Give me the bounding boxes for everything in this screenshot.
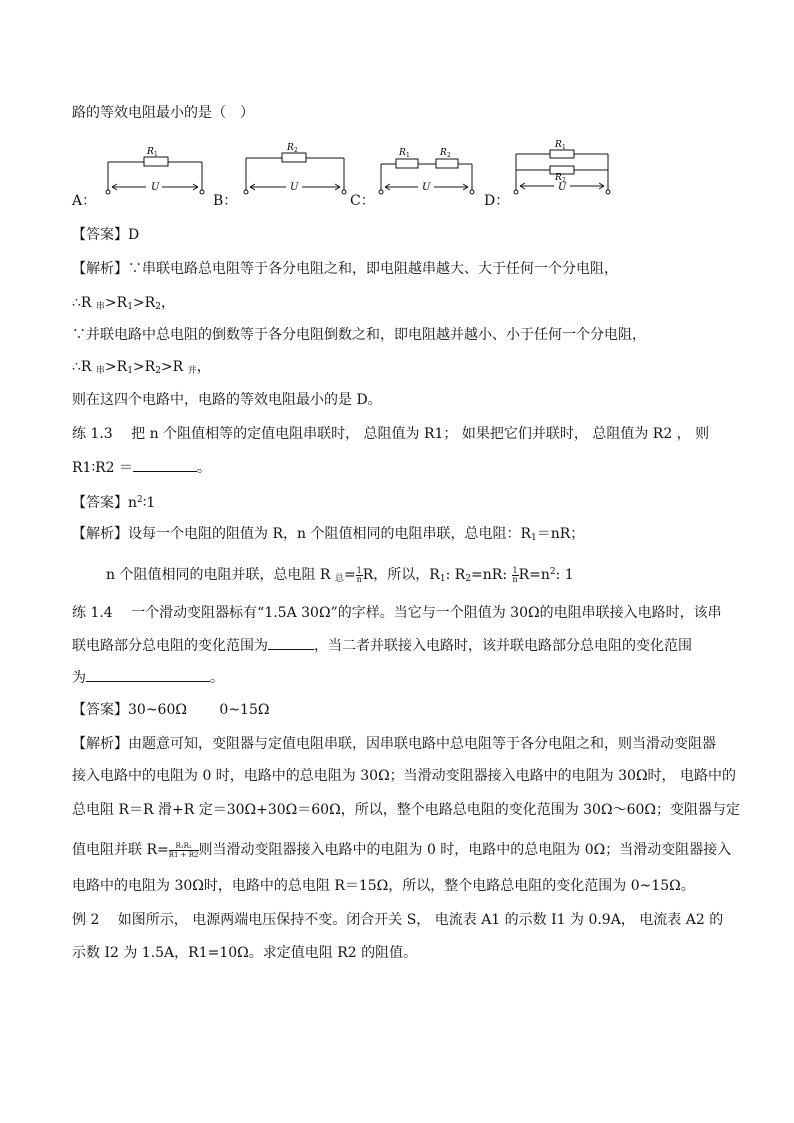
q1-analysis-4: ∴R $_串>R_1>R_2>R$ $_并$， [72,359,211,376]
analysis-label: 【解析】 [72,736,128,752]
analysis-text: ∵串联电路总电阻等于各分电阻之和，即电阻越串越大、大于任何一个分电阻， [128,261,618,277]
ex2-line2: 示数 I2 为 1.5A，R1=10Ω。求定值电阻 R2 的阻值。 [72,945,418,961]
q1-analysis-1 [72,259,618,279]
circuit-c [376,142,478,200]
ex14-analysis-2: 接入电路中的电阻为 0 时，电路中的总电阻为 30Ω；当滑动变阻器接入电路中的电阻为 30Ω时， 电路中的 [72,768,736,784]
ex13-analysis-1: 【解析】设每一个电阻的阻值为 R，n 个阻值相同的电阻串联，总电阻：$R_1=nR$； [72,526,585,543]
ex14-analysis-1: 【解析】由题意可知，变阻器与定值电阻串联，因串联电路中总电阻等于各分电阻之和，则当滑动变阻器 [72,736,716,752]
resistor-r2 [436,159,458,168]
ex13-line2: R1∶R2 ＝ 。 [72,457,211,478]
option-b-label: B： [213,193,238,209]
circuit-d [512,136,612,200]
analysis-label: 【解析】 [72,261,128,277]
r2-sub: 2 [562,177,566,184]
option-a-label: A： [72,193,97,209]
question-intro: 路的等效电阻最小的是（ ） [72,105,254,121]
voltage-label: U [151,182,160,193]
circuit-a [100,140,210,200]
r1-label: R [147,147,154,157]
r2-label: R [440,148,447,158]
ex14-line2: 联电路部分总电阻的变化范围为 ，当二者并联接入电路时，该并联电路部分总电阻的变化范围 [72,635,692,656]
answer-blank [133,457,197,472]
r2-sub: 2 [294,147,298,154]
resistor-r1 [396,159,418,168]
r1-label: R [399,148,406,158]
resistor-r1 [550,150,574,158]
ex14-analysis-3: 总电阻 R＝R 滑+R 定＝30Ω+30Ω＝60Ω，所以，整个电路总电阻的变化范围为 30Ω～60Ω；变阻器与定 [72,802,740,818]
ex14-line3: 为 。 [72,667,224,688]
r1-sub: 1 [406,152,410,159]
r2-label: R [555,173,562,183]
resistor-r1 [144,157,168,166]
fraction: $\frac{1}{n}$ [356,565,362,584]
q1-analysis-2: ∴R $_串>R_1>R_2$， [72,295,175,312]
ex13-answer: 【答案】$n^2∶1$ [72,495,156,511]
option-c-label: C： [350,193,375,209]
circuit-b [240,138,350,200]
answer-blank [86,667,210,682]
r2-sub: 2 [447,152,451,159]
q1-conclusion: 则在这四个电路中，电路的等效电阻最小的是 D。 [72,392,382,408]
q1-analysis-3: ∵并联电路中总电阻的倒数等于各分电阻倒数之和，即电阻越并越小、小于任何一个分电阻， [72,327,646,343]
option-d-label: D： [484,193,510,209]
ex14-analysis-4: 值电阻并联 R= $\frac{\text{R₁R₂}}{R1 + R2}$ 则当滑动变阻器接入电路中的电阻为 0 时，电路中的总电阻为 0Ω；当滑动变阻器接入 [72,841,732,859]
ex13-line1: 练 1.3 把 n 个阻值相等的定值电阻串联时， 总阻值为 R1； 如果把它们并联时， 总阻值为 R2 ， 则 [72,426,710,442]
ex14-analysis-5: 电路中的电阻为 30Ω时，电路中的总电阻 R＝15Ω，所以，整个电路总电阻的变化范围为 0~15Ω。 [72,878,695,894]
voltage-label: U [558,182,567,193]
r1-sub: 1 [562,144,566,151]
resistor-r2 [282,153,306,162]
ex14-answer: 【答案】30~60Ω 0~15Ω [72,702,270,718]
voltage-label: U [290,182,299,193]
fraction: $\frac{\text{R₁R₂}}{R1 + R2}$ [168,841,199,859]
r2-label: R [287,143,294,153]
answer-blank [268,635,314,650]
ex13-analysis-2: n 个阻值相同的电阻并联，总电阻 R $_总$= $\frac{1}{n}$ R，所以，$R_1$: $R_2=nR$: $\frac{1}{n}$ $R=n^2$: 1 [106,565,574,584]
q1-answer: 【答案】D [72,227,140,243]
ex14-line1: 练 1.4 一个滑动变阻器标有“1.5A 30Ω”的字样。当它与一个阻值为 30Ω的电阻串联接入电路时，该串 [72,605,722,621]
r1-sub: 1 [154,151,158,158]
fraction: $\frac{1}{n}$ [512,565,518,584]
ex2-line1: 例 2 如图所示， 电源两端电压保持不变。闭合开关 S， 电流表 A1 的示数 I1 为 0.9A， 电流表 A2 的 [72,912,724,928]
resistor-r2 [550,166,574,174]
voltage-label: U [422,182,431,193]
analysis-label: 【解析】 [72,526,128,542]
r1-label: R [555,140,562,150]
